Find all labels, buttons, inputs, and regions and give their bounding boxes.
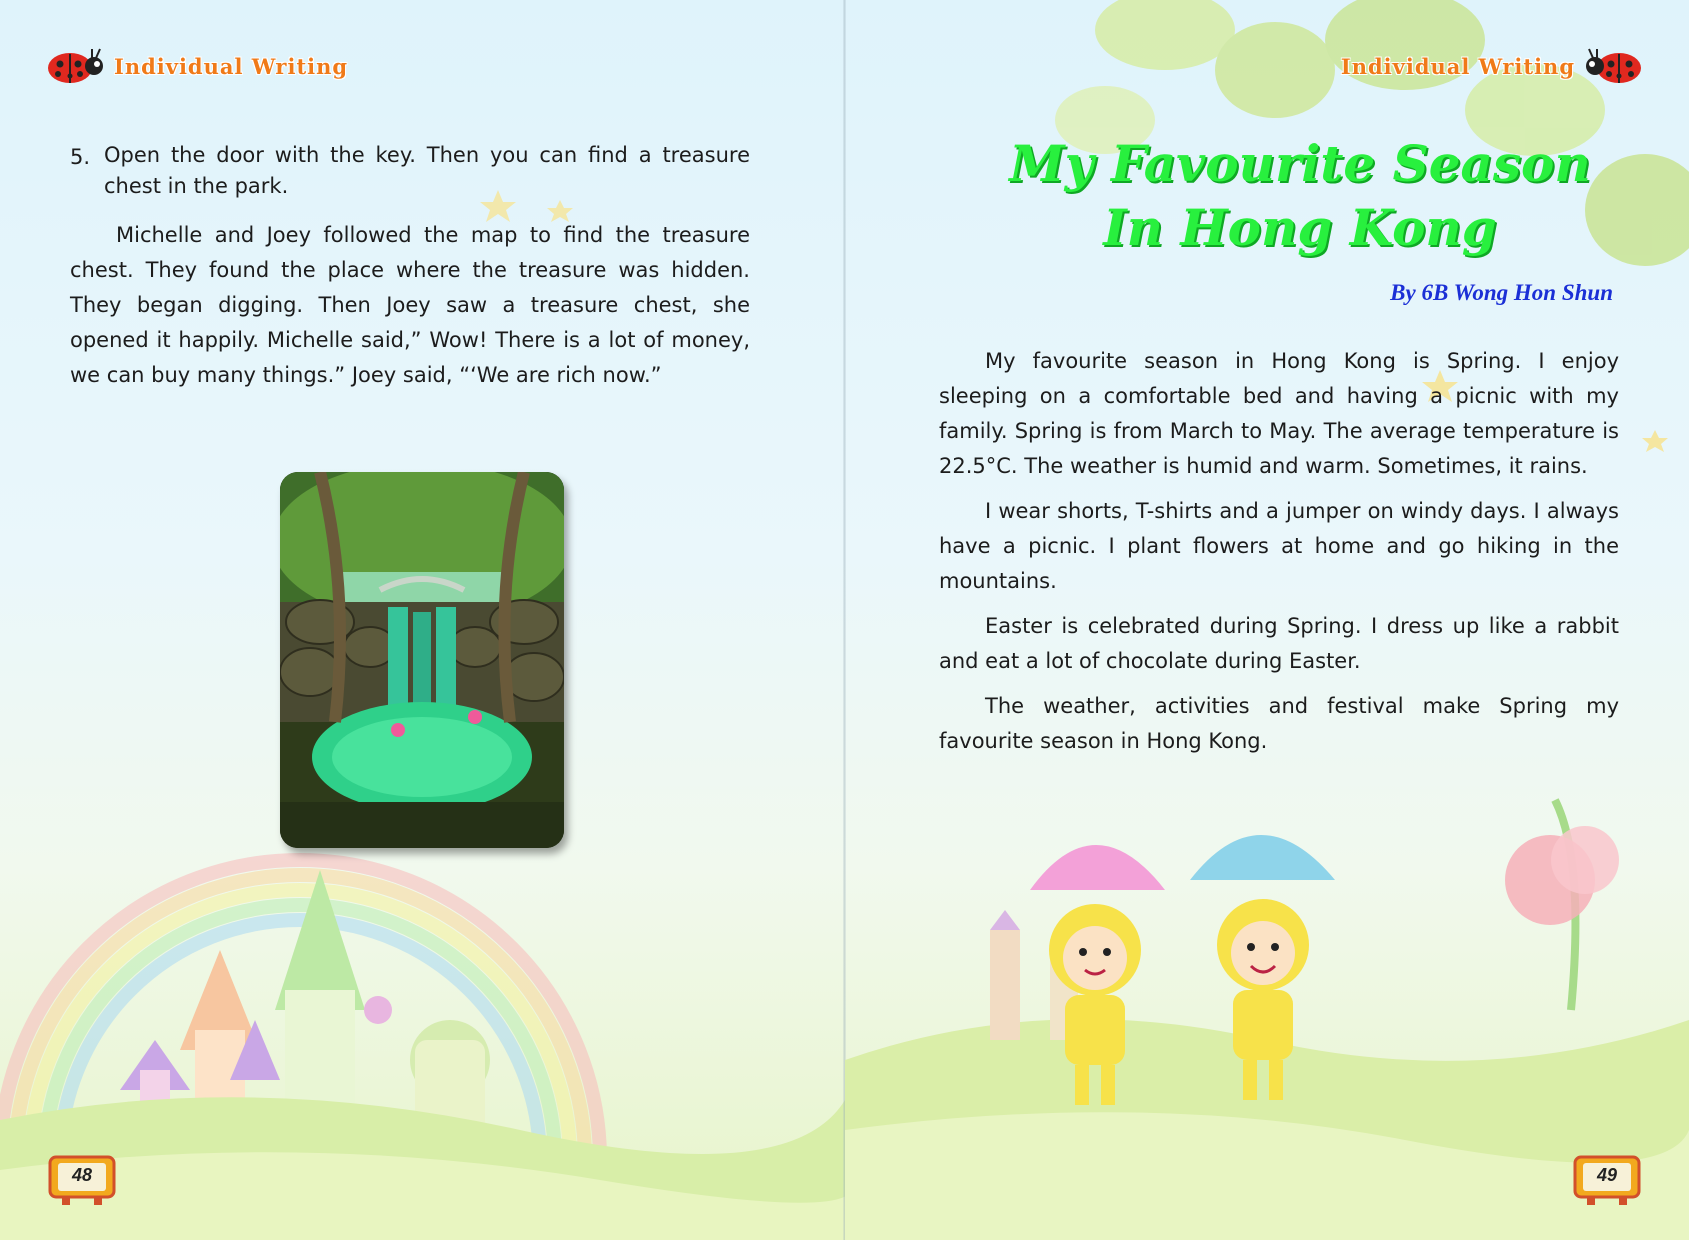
page-number: 48 <box>71 1165 93 1185</box>
essay-paragraph-1: My favourite season in Hong Kong is Spring. I enjoy sleeping on a comfortable bed and having a picnic with my family. Spring is from March to May. The average temperature is 22.5°C. The weather is humid and warm. Sometimes, it rains. <box>939 349 1619 478</box>
essay-paragraph-2: I wear shorts, T-shirts and a jumper on windy days. I always have a picnic. I plant flowers at home and go hiking in the mountains. <box>939 499 1619 593</box>
essay-body <box>939 344 1619 769</box>
story-paragraph-block <box>70 218 750 403</box>
essay-title <box>905 132 1689 260</box>
ladybug-icon <box>1585 46 1643 86</box>
title-line-2: In Hong Kong <box>1103 198 1497 257</box>
list-item-5 <box>70 140 750 202</box>
header-label: Individual Writing <box>114 53 349 79</box>
header-label: Individual Writing <box>1340 53 1575 79</box>
title-line-1: My Favourite Season <box>1009 134 1591 193</box>
list-text: Open the door with the key. Then you can find a treasure chest in the park. <box>104 143 750 198</box>
story-paragraph: Michelle and Joey followed the map to find the treasure chest. They found the place where the treasure was hidden. They began digging. Then Joey saw a treasure chest, she opened it happily. Michelle said,” Wow! There is a lot of money, we can buy many things.” Joey said, “‘We are rich now.” <box>70 223 750 387</box>
waterfall-illustration <box>280 472 564 848</box>
page-number-badge <box>1573 1153 1641 1207</box>
author-byline: By 6B Wong Hon Shun <box>1390 280 1613 305</box>
essay-paragraph-3: Easter is celebrated during Spring. I dress up like a rabbit and eat a lot of chocolate during Easter. <box>939 614 1619 673</box>
left-header <box>46 46 348 86</box>
right-header <box>1341 46 1643 86</box>
ladybug-icon <box>46 46 104 86</box>
list-number: 5. <box>70 145 91 169</box>
essay-paragraph-4: The weather, activities and festival make Spring my favourite season in Hong Kong. <box>939 694 1619 753</box>
right-page <box>845 0 1689 1240</box>
page-number-badge <box>48 1153 116 1207</box>
page-number: 49 <box>1596 1165 1618 1185</box>
